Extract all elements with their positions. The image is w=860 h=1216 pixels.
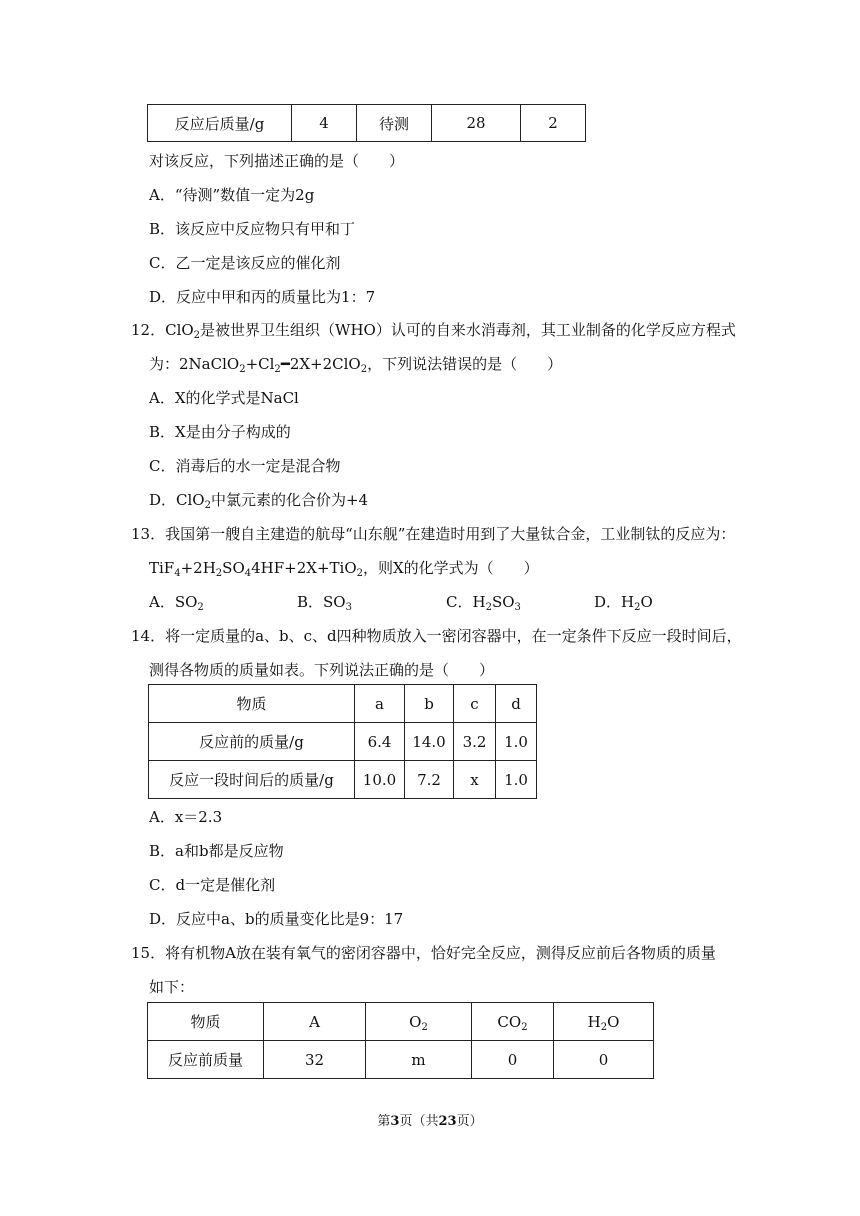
table-row — [149, 761, 537, 799]
table-row — [148, 1041, 654, 1079]
table-cell: 7.2 — [405, 761, 454, 799]
table-cell: 反应前的质量/g — [149, 723, 355, 761]
table-cell: m — [366, 1041, 472, 1079]
q11-option-d: D．反应中甲和丙的质量比为1：7 — [149, 288, 376, 306]
q11-stem: 对该反应，下列描述正确的是（ ） — [149, 152, 405, 170]
page-number: 3 — [390, 1114, 400, 1129]
footer-text: 第 — [377, 1114, 391, 1129]
q12-option-d-text: 中氯元素的化合价为+4 — [210, 491, 369, 509]
table-cell: 物质 — [148, 1003, 264, 1041]
q13-option-c: C．$H_2SO_3$ — [446, 593, 521, 613]
table-cell: 32 — [264, 1041, 366, 1079]
q14-option-d: D．反应中a、b的质量变化比是9：17 — [149, 910, 404, 928]
table-cell: 1.0 — [496, 723, 537, 761]
table-cell: $CO_2$ — [472, 1003, 554, 1041]
q12-option-d: D．ClO$_2$中氯元素的化合价为+4 — [149, 491, 369, 511]
q12-option-c: C．消毒后的水一定是混合物 — [149, 457, 341, 475]
chemical-equation: $2NaClO_2+Cl_2━2X+2ClO_2$ — [179, 355, 368, 375]
table-cell: 3.2 — [454, 723, 496, 761]
q13-option-d: D．$H_2O$ — [594, 593, 653, 613]
table-cell: 14.0 — [405, 723, 454, 761]
total-pages: 23 — [438, 1114, 457, 1129]
chemical-formula: ClO$_2$ — [165, 321, 201, 341]
table-cell: 6.4 — [355, 723, 405, 761]
q14-option-b: B．a和b都是反应物 — [149, 842, 284, 860]
table-cell: c — [454, 685, 496, 723]
q15-stem-line1: 15．将有机物A放在装有氧气的密闭容器中，恰好完全反应，测得反应前后各物质的质量 — [131, 944, 716, 962]
table-cell: x — [454, 761, 496, 799]
table-cell: A — [264, 1003, 366, 1041]
table-cell: d — [496, 685, 537, 723]
chemical-equation: $TiF_4+2H_2SO_44HF+2X+TiO_2$ — [149, 559, 363, 579]
table-cell: b — [405, 685, 454, 723]
q12-option-a: A．X的化学式是NaCl — [149, 389, 299, 407]
q12-stem-text: 是被世界卫生组织（WHO）认可的自来水消毒剂，其工业制备的化学反应方程式 — [200, 321, 736, 339]
table-row — [148, 105, 586, 142]
table-cell: 物质 — [149, 685, 355, 723]
question-number: 12． — [131, 321, 166, 339]
table-cell: 4 — [292, 105, 357, 142]
table-cell: 反应一段时间后的质量/g — [149, 761, 355, 799]
table-cell: 反应前质量 — [148, 1041, 264, 1079]
q11-option-a: A．“待测”数值一定为2g — [149, 186, 315, 204]
page-footer — [0, 1110, 860, 1129]
q13-stem-line2 — [149, 558, 539, 578]
q11-option-c: C．乙一定是该反应的催化剂 — [149, 254, 341, 272]
table-cell: a — [355, 685, 405, 723]
footer-text: 页） — [456, 1114, 483, 1129]
q13-option-a: A．$SO_2$ — [149, 593, 204, 613]
table-cell: $O_2$ — [366, 1003, 472, 1041]
table-cell: $H_2O$ — [554, 1003, 654, 1041]
table-cell: 28 — [432, 105, 521, 142]
q14-option-a: A．x＝2.3 — [149, 808, 223, 826]
q15-table — [147, 1002, 654, 1079]
q14-stem-line1: 14．将一定质量的a、b、c、d四种物质放入一密闭容器中，在一定条件下反应一段时间后， — [131, 627, 742, 645]
table-cell: 0 — [472, 1041, 554, 1079]
table-cell: 2 — [521, 105, 586, 142]
q11-option-b: B．该反应中反应物只有甲和丁 — [149, 220, 356, 238]
q13-option-b: B．$SO_3$ — [297, 593, 352, 613]
table-cell: 反应后质量/g — [148, 105, 292, 142]
q14-option-c: C．d一定是催化剂 — [149, 876, 276, 894]
q15-stem-line2: 如下： — [149, 978, 195, 996]
table-cell: 待测 — [357, 105, 432, 142]
table-row — [148, 1003, 654, 1041]
q13-stem-line1: 13．我国第一艘自主建造的航母“山东舰”在建造时用到了大量钛合金，工业制钛的反应为： — [131, 525, 736, 543]
q13-stem-suffix: ，则X的化学式为（ ） — [363, 559, 539, 577]
q12-stem-line2 — [149, 354, 562, 374]
q12-stem-line1 — [131, 320, 736, 340]
q14-table — [148, 684, 537, 799]
footer-text: 页（共 — [399, 1114, 439, 1129]
top-table — [147, 104, 586, 142]
table-row — [149, 723, 537, 761]
table-cell: 1.0 — [496, 761, 537, 799]
table-row — [149, 685, 537, 723]
table-cell: 10.0 — [355, 761, 405, 799]
q12-stem-prefix: 为： — [149, 355, 180, 373]
q14-stem-line2: 测得各物质的质量如表。下列说法正确的是（ ） — [149, 661, 495, 679]
table-cell: 0 — [554, 1041, 654, 1079]
q12-option-b: B．X是由分子构成的 — [149, 423, 291, 441]
q12-stem-suffix: ，下列说法错误的是（ ） — [367, 355, 563, 373]
